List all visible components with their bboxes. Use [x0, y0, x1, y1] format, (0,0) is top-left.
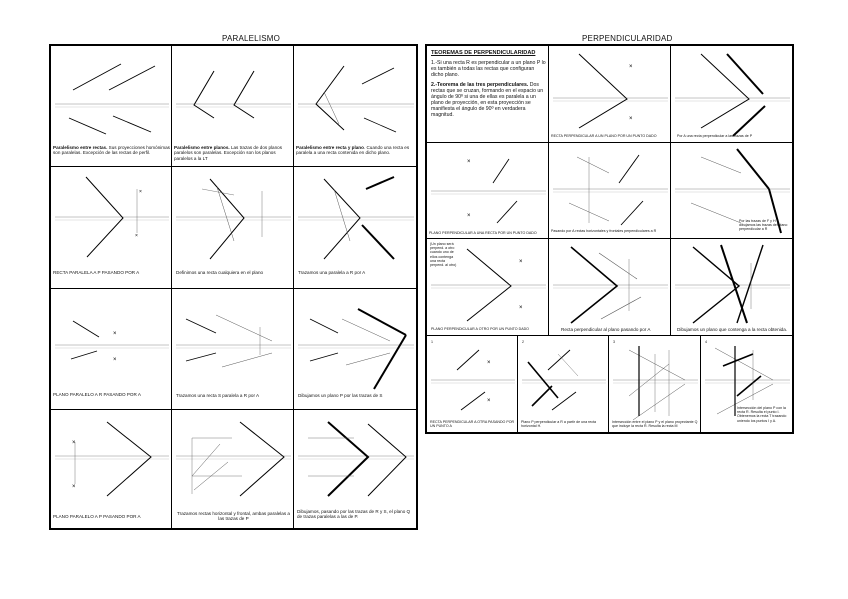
cell-caption: Intersección entre el plano P y el plano proyectante Q que incluye la recta R. Resulta la recta M	[612, 420, 698, 429]
point-a-label: ×	[139, 189, 142, 195]
point-a-mark: ×	[519, 305, 523, 311]
cell-caption: Por A una recta perpendicular a las trazas de P	[677, 134, 753, 138]
diagram-perp-through-a	[671, 46, 793, 143]
cell-caption: Plano P perpendicular a R a partir de una recta horizontal H.	[521, 420, 597, 429]
diagram-perp-line-through-a	[549, 239, 671, 336]
diagram-line-s-parallel	[172, 289, 294, 410]
point-a-mark: ×	[467, 213, 471, 219]
cell-paralelismo-planos	[171, 45, 294, 167]
perpendicularidad-title: PERPENDICULARIDAD	[582, 34, 673, 43]
teoremas-text	[431, 50, 547, 122]
cell-caption: Definimos una recta cualquiera en el plano	[176, 270, 264, 275]
cell-caption: PLANO PARALELO A P PASANDO POR A	[53, 514, 141, 519]
diagram-plane-through-s	[294, 289, 417, 410]
diagram-plane-p-point-a-2	[51, 410, 172, 529]
cell-note: (Un plano será perpend. a otro cuando uno de ellos contenga una recta perpend. al otro)	[430, 242, 457, 268]
diagram-step-3	[609, 336, 701, 433]
teoremas-heading: TEOREMAS DE PERPENDICULARIDAD	[431, 50, 536, 56]
cell-plano-contenga-recta	[670, 238, 793, 336]
point-a-mark: ×	[487, 360, 491, 366]
cell-paralelismo-recta-plano	[293, 45, 417, 167]
point-a-mark: ×	[519, 259, 523, 265]
point-a-mark: ×	[467, 159, 471, 165]
cell-recta-perp-plano-a	[548, 238, 671, 336]
step-number: 2	[522, 340, 524, 344]
cell-plano-p-perp-r	[517, 335, 609, 433]
cell-rectas-horizontal-frontal	[171, 409, 294, 529]
cell-caption: Intersección del plano P con la recta R. Resulta el punto I. Obtenemos la recta T trazando uniendo los puntos I y A.	[737, 406, 787, 423]
step-number: 1	[431, 340, 433, 344]
cell-caption: Trazamos una paralela a R por A	[298, 270, 366, 275]
cell-recta-perp-otra	[426, 335, 518, 433]
cell-recta-perp-plano	[548, 45, 671, 143]
cell-caption: Dibujamos un plano que contenga a la recta obtenida.	[677, 327, 788, 332]
diagram-plane-containing-line	[671, 239, 793, 336]
cell-interseccion-planos	[608, 335, 701, 433]
cell-trazas-plano-perp	[670, 142, 793, 239]
cell-plano-paralelo-p	[50, 409, 172, 529]
cell-caption: Por las trazas de F y H dibujamos las trazas del plano perpendicular a R	[739, 219, 788, 232]
point-a-mark: ×	[629, 64, 633, 70]
cell-caption: Dibujamos, pasando por las trazas de R y S, el plano Q de trazas paralelas a las de P.	[297, 509, 411, 520]
point-a-mark: ×	[487, 398, 491, 404]
point-a-mark: ×	[113, 331, 117, 337]
cell-plano-perp-otro	[426, 238, 549, 336]
cell-recta-s-paralela	[171, 288, 294, 410]
diagram-step-1	[427, 336, 518, 433]
cell-caption: RECTA PARALELA A P PASANDO POR A	[53, 270, 140, 275]
cell-caption: Recta perpendicular al plano pasando por A	[561, 327, 651, 332]
cell-caption: PLANO PERPENDICULAR A OTRO POR UN PUNTO DADO	[431, 327, 529, 331]
step-number: 4	[705, 340, 707, 344]
cell-teoremas	[426, 45, 549, 143]
diagram-perp-line-plane	[549, 46, 671, 143]
paralelismo-title: PARALELISMO	[222, 34, 281, 43]
cell-caption: Paralelismo entre planos. Las trazas de dos planos paralelos son paralelas. Excepción son los planos paralelos a la LT	[174, 145, 283, 161]
cell-paralelismo-rectas	[50, 45, 172, 167]
diagram-hf-lines-perp	[549, 143, 671, 239]
cell-rectas-horiz-front-perp	[548, 142, 671, 239]
cell-caption: Trazamos una recta S paralela a R por A	[176, 393, 260, 398]
cell-caption: RECTA PERPENDICULAR A UN PLANO POR UN PUNTO DADO	[551, 134, 657, 138]
teorema-1: 1.-Si una recta R es perpendicular a un plano P lo es también a todas las rectas que configuran dicho plano.	[431, 60, 546, 78]
cell-trazamos-paralela	[293, 166, 417, 289]
cell-caption: RECTA PERPENDICULAR A OTRA PASANDO POR UN PUNTO A	[430, 420, 515, 429]
cell-caption: Paralelismo entre recta y plano. Cuando una recta es paralela a una recta contenida en dicho plano.	[296, 145, 410, 156]
cell-por-a-perpendicular	[670, 45, 793, 143]
cell-caption: Pasando por A rectas horizontales y frontales perpendiculares a R	[551, 229, 657, 233]
cell-plano-paralelo-r	[50, 288, 172, 410]
cell-caption: Trazamos rectas horizontal y frontal, ambas paralelas a las trazas de P	[177, 511, 290, 522]
point-a-mark: ×	[72, 440, 76, 446]
point-a-mark: ×	[113, 357, 117, 363]
cell-plano-q	[293, 409, 417, 529]
teorema-2: 2.-Teorema de las tres perpendiculares. Dos rectas que se cruzan, formando en el espacio un ángulo de 90º si una de ellas es paralela a un plano de proyección, en esta proyección se manifiesta el ángulo de 90º en verdadera magnitud.	[431, 82, 544, 118]
cell-caption: Dibujamos un plano P por las trazas de S	[298, 393, 383, 398]
cell-plano-trazas-s	[293, 288, 417, 410]
diagram-line-r-point-a-perp	[427, 143, 549, 239]
step-number: 3	[613, 340, 615, 344]
cell-plano-perp-recta	[426, 142, 549, 239]
cell-recta-paralela-p	[50, 166, 172, 289]
cell-caption: Paralelismo entre rectas. Sus proyecciones homónimas son paralelas. Excepción de las rectas de perfil.	[53, 145, 170, 156]
point-a-mark: ×	[629, 116, 633, 122]
diagram-step-2	[518, 336, 609, 433]
cell-caption: PLANO PARALELO A R PASANDO POR A	[53, 392, 141, 397]
point-a-label: ×	[135, 233, 138, 239]
cell-caption: PLANO PERPENDICULAR A UNA RECTA POR UN PUNTO DADO	[429, 231, 537, 235]
cell-definimos-recta	[171, 166, 294, 289]
cell-interseccion-recta	[700, 335, 793, 433]
point-a-mark: ×	[72, 484, 76, 490]
